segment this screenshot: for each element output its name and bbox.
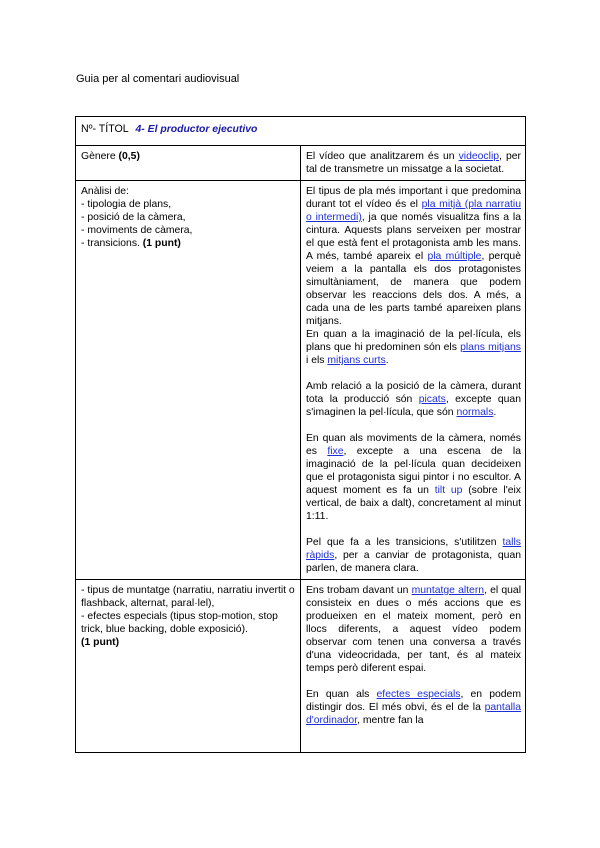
highlight-plans-mitjans: plans mitjans bbox=[460, 342, 521, 353]
montage-item: - efectes especials (tipus stop-motion, stop trick, blue backing, doble exposició). bbox=[81, 611, 278, 635]
highlight-picats: picats bbox=[418, 394, 446, 405]
plans-paragraph bbox=[306, 185, 521, 367]
highlight-talls-rapids: talls ràpids bbox=[306, 537, 521, 561]
videoclip-highlight: videoclip bbox=[458, 151, 500, 162]
analysis-row bbox=[76, 181, 526, 580]
text-run: Amb relació a la posició de la càmera, durant tota la producció són bbox=[306, 381, 521, 405]
analysis-item: - moviments de càmera, bbox=[81, 225, 193, 236]
montage-item: - tipus de muntatge (narratiu, narratiu invertit o flashback, alternat, paral·lel), bbox=[81, 585, 295, 609]
analysis-transitions: - transicions. bbox=[81, 238, 143, 249]
text-run: En quan als bbox=[306, 689, 377, 700]
text-run: (sobre l'eix vertical, de baix a dalt), concretament al minut 1:11. bbox=[306, 485, 521, 522]
highlight-muntatge-altern: muntatge altern bbox=[411, 585, 485, 596]
title-cell bbox=[76, 117, 526, 146]
analysis-item: Anàlisi de: bbox=[81, 186, 129, 197]
highlight-pla-mitja: pla mitjà (pla narratiu o intermedi) bbox=[306, 199, 522, 223]
movement-paragraph bbox=[306, 432, 521, 523]
text-run: , excepte quan s'imaginen la pel·lícula, que són bbox=[306, 394, 521, 418]
analysis-item: - tipologia de plans, bbox=[81, 199, 172, 210]
genre-text: El vídeo que analitzarem és un bbox=[306, 151, 459, 162]
transitions-paragraph bbox=[306, 536, 521, 575]
montage-row bbox=[76, 580, 526, 753]
genre-label-cell bbox=[76, 146, 301, 181]
analysis-item-last bbox=[81, 237, 296, 250]
text-run: Ens trobam davant un bbox=[306, 585, 412, 596]
title-row bbox=[76, 117, 526, 146]
highlight-pla-multiple: pla múltiple bbox=[427, 251, 482, 262]
text-run: , en podem distingir dos. El més obvi, és el de la bbox=[306, 689, 521, 713]
analysis-answer-cell bbox=[301, 181, 526, 580]
text-run: , el qual consisteix en dues o més accions que es produeixen en el mateix moment, però en llocs diferents, a aquest vídeo podem observar com tenen una conversa a través d'una videocridada, per tant, és al mateix temps però diferent espai. bbox=[306, 585, 521, 674]
text-run: . bbox=[385, 355, 389, 366]
text-run: . bbox=[493, 407, 497, 418]
genre-answer-cell bbox=[301, 146, 526, 181]
highlight-pantalla-ordinador: pantalla d'ordinador bbox=[306, 702, 521, 726]
title-value: 4- El productor ejecutivo bbox=[135, 124, 258, 135]
genre-text-end: , per tal de transmetre un missatge a la societat. bbox=[306, 151, 521, 175]
text-run: i els bbox=[306, 355, 328, 366]
montage-paragraph bbox=[306, 584, 521, 675]
analysis-item: - posició de la càmera, bbox=[81, 212, 186, 223]
highlight-efectes-especials: efectes especials bbox=[376, 689, 461, 700]
text-run: Pel que fa a les transicions, s'utilitzen bbox=[306, 537, 503, 548]
montage-label-cell bbox=[76, 580, 301, 753]
page-header: Guia per al comentari audiovisual bbox=[76, 73, 240, 85]
title-label: Nº- TÍTOL bbox=[81, 123, 129, 135]
text-run: , mentre fan la bbox=[357, 715, 424, 726]
highlight-normals: normals bbox=[456, 407, 494, 418]
text-run: , perquè veiem a la pantalla els dos protagonistes simultàniament, de manera que podem observar les reaccions dels dos. A més, a cada una de les parts també apareixen plans mitjans. bbox=[306, 251, 521, 327]
genre-row bbox=[76, 146, 526, 181]
genre-label: Gènere bbox=[81, 151, 119, 162]
text-run: El tipus de pla més important i que predomina durant tot el vídeo és el bbox=[306, 186, 521, 210]
highlight-tilt-up: tilt up bbox=[434, 485, 463, 496]
genre-score: (0,5) bbox=[118, 151, 140, 162]
highlight-mitjans-curts: mitjans curts bbox=[327, 355, 386, 366]
highlight-fixe: fixe bbox=[327, 446, 344, 457]
effects-paragraph bbox=[306, 688, 521, 727]
text-run: , excepte a una escena de la imaginació de la pel·lícula quan decideixen que el protagonista sigui pintor i no escultor. A aquest moment es fa un bbox=[306, 446, 521, 496]
analysis-label-cell bbox=[76, 181, 301, 580]
text-run: En quan als moviments de la càmera, només es bbox=[306, 433, 521, 457]
text-run: , ja que només visualitza fins a la cintura. Aquests plans serveixen per mostrar el que està fent el protagonista amb les mans. A més, també apareix el bbox=[306, 212, 521, 262]
position-paragraph bbox=[306, 380, 521, 419]
montage-answer-cell bbox=[301, 580, 526, 753]
commentary-table bbox=[75, 116, 526, 753]
analysis-score: (1 punt) bbox=[142, 238, 181, 249]
text-run: En quan a la imaginació de la pel·lícula, els plans que hi predominen són els bbox=[306, 329, 521, 353]
montage-score: (1 punt) bbox=[81, 637, 120, 648]
text-run: , per a canviar de protagonista, quan parlen, de manera clara. bbox=[306, 550, 521, 574]
